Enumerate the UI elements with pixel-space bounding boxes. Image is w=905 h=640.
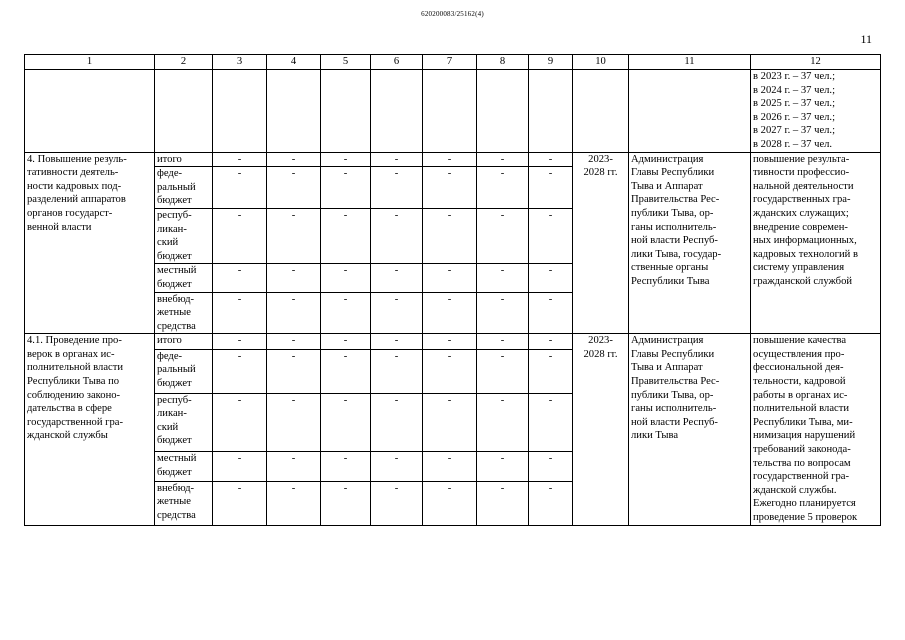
text-line: 4.1. Проведение про- — [27, 335, 122, 347]
amount-cell: - — [371, 292, 423, 334]
text-line: ной власти Респуб- — [631, 416, 718, 428]
text-line: Правительства Рес- — [631, 376, 720, 388]
amount-cell: - — [477, 264, 529, 292]
amount-cell: - — [213, 292, 267, 334]
text-line: ганы исполнитель- — [631, 403, 717, 415]
text-line: соблюдению законо- — [27, 389, 121, 401]
text-line: бюджет — [157, 377, 192, 389]
text-line: повышение результа- — [753, 153, 850, 165]
column-header-8: 8 — [477, 55, 529, 70]
amount-cell: - — [477, 481, 529, 525]
column-header-12: 12 — [751, 55, 881, 70]
text-line: ликан- — [157, 408, 187, 420]
text-line: повышение качества — [753, 335, 847, 347]
empty-cell — [529, 70, 573, 153]
amount-cell: - — [213, 481, 267, 525]
text-line: итого — [157, 153, 182, 165]
text-line: 2023- — [588, 335, 613, 347]
amount-cell: - — [267, 451, 321, 481]
column-header-11: 11 — [629, 55, 751, 70]
amount-cell: - — [321, 349, 371, 393]
funding-source-cell — [155, 167, 213, 209]
amount-cell: - — [371, 349, 423, 393]
text-line: государственной гра- — [27, 416, 124, 428]
amount-cell: - — [423, 167, 477, 209]
text-line: тивности профессио- — [753, 167, 850, 179]
amount-cell: - — [213, 264, 267, 292]
amount-cell: - — [477, 393, 529, 451]
amount-cell: - — [529, 264, 573, 292]
text-line: полнительной власти — [27, 362, 124, 374]
amount-cell: - — [213, 451, 267, 481]
column-header-7: 7 — [423, 55, 477, 70]
executors-cell — [629, 152, 751, 334]
amount-cell: - — [213, 167, 267, 209]
text-line: ский — [157, 237, 179, 249]
text-line: полнительной власти — [753, 403, 850, 415]
text-line: фессиональной дея- — [753, 362, 844, 374]
text-line: бюджет — [157, 466, 192, 478]
empty-cell — [25, 70, 155, 153]
result-cell — [751, 334, 881, 525]
empty-cell — [629, 70, 751, 153]
amount-cell: - — [267, 481, 321, 525]
column-header-row — [25, 55, 881, 70]
amount-cell: - — [371, 481, 423, 525]
text-line: в 2028 г. – 37 чел. — [753, 138, 833, 150]
amount-cell: - — [213, 393, 267, 451]
text-line: Главы Республики — [631, 348, 715, 360]
text-line: разделений аппаратов — [27, 194, 126, 206]
text-line: тельности, кадровой — [753, 376, 846, 388]
text-line: внебюд- — [157, 482, 195, 494]
amount-cell: - — [477, 349, 529, 393]
column-header-4: 4 — [267, 55, 321, 70]
funding-source-cell — [155, 481, 213, 525]
text-line: проведение 5 проверок — [753, 512, 858, 523]
text-line: работы в органах ис- — [753, 389, 848, 401]
amount-cell: - — [423, 481, 477, 525]
text-line: бюджет — [157, 250, 192, 262]
result-cell — [751, 152, 881, 334]
text-line: Республики Тыва по — [27, 376, 120, 388]
empty-cell — [321, 70, 371, 153]
amount-cell: - — [423, 208, 477, 263]
amount-cell: - — [321, 152, 371, 167]
amount-cell: - — [423, 334, 477, 349]
text-line: осуществления про- — [753, 348, 845, 360]
text-line: ральный — [157, 364, 196, 376]
text-line: феде- — [157, 168, 183, 180]
column-header-10: 10 — [573, 55, 629, 70]
text-line: органов государст- — [27, 207, 113, 219]
funding-source-cell — [155, 152, 213, 167]
amount-cell: - — [477, 208, 529, 263]
funding-source-cell — [155, 264, 213, 292]
text-line: лики Тыва, государ- — [631, 248, 722, 260]
funding-source-cell — [155, 208, 213, 263]
column-header-3: 3 — [213, 55, 267, 70]
amount-cell: - — [371, 167, 423, 209]
text-line: Администрация — [631, 153, 704, 165]
text-line: в 2026 г. – 37 чел.; — [753, 111, 836, 123]
amount-cell: - — [529, 208, 573, 263]
amount-cell: - — [321, 334, 371, 349]
funding-source-cell — [155, 451, 213, 481]
amount-cell: - — [477, 451, 529, 481]
text-line: Правительства Рес- — [631, 194, 720, 206]
amount-cell: - — [529, 349, 573, 393]
amount-cell: - — [529, 451, 573, 481]
amount-cell: - — [267, 349, 321, 393]
text-line: респуб- — [157, 209, 192, 221]
text-line: местный — [157, 265, 197, 277]
amount-cell: - — [213, 152, 267, 167]
text-line: государственной гра- — [753, 471, 850, 483]
text-line: ральный — [157, 181, 196, 193]
text-line: ности кадровых под- — [27, 180, 122, 192]
text-line: ганы исполнитель- — [631, 221, 717, 233]
amount-cell: - — [529, 481, 573, 525]
text-line: ликан- — [157, 223, 187, 235]
funding-source-cell — [155, 292, 213, 334]
text-line: жданской службы. — [753, 484, 837, 496]
text-line: Администрация — [631, 335, 704, 347]
amount-cell: - — [423, 393, 477, 451]
amount-cell: - — [423, 451, 477, 481]
funding-source-cell — [155, 349, 213, 393]
funding-row — [25, 334, 881, 349]
executors-cell — [629, 334, 751, 525]
text-line: ных информационных, — [753, 235, 857, 247]
amount-cell: - — [321, 292, 371, 334]
page-number: 11 — [860, 32, 872, 46]
amount-cell: - — [529, 393, 573, 451]
empty-cell — [155, 70, 213, 153]
text-line: жданской службы — [27, 430, 108, 442]
text-line: венной власти — [27, 221, 92, 233]
text-line: в 2025 г. – 37 чел.; — [753, 98, 836, 110]
period-cell — [573, 152, 629, 334]
amount-cell: - — [477, 292, 529, 334]
empty-cell — [213, 70, 267, 153]
amount-cell: - — [213, 349, 267, 393]
empty-cell — [371, 70, 423, 153]
amount-cell: - — [267, 152, 321, 167]
text-line: жетные — [157, 496, 192, 508]
text-line: кадровых технологий в — [753, 248, 858, 260]
text-line: ной власти Респуб- — [631, 235, 718, 247]
amount-cell: - — [267, 167, 321, 209]
text-line: в 2027 г. – 37 чел.; — [753, 125, 836, 137]
text-line: 4. Повышение резуль- — [27, 153, 127, 165]
text-line: 2028 гг. — [583, 167, 618, 179]
text-line: нимизация нарушений — [753, 430, 856, 442]
empty-cell — [423, 70, 477, 153]
text-line: 2028 гг. — [583, 348, 618, 360]
column-header-2: 2 — [155, 55, 213, 70]
text-line: Республики Тыва — [631, 275, 710, 287]
text-line: ский — [157, 421, 179, 433]
text-line: жетные — [157, 307, 192, 319]
amount-cell: - — [267, 208, 321, 263]
amount-cell: - — [213, 208, 267, 263]
amount-cell: - — [321, 208, 371, 263]
text-line: тативности деятель- — [27, 167, 119, 179]
text-line: в 2023 г. – 37 чел.; — [753, 71, 836, 82]
empty-cell — [573, 70, 629, 153]
column-header-1: 1 — [25, 55, 155, 70]
text-line: жданских служащих; — [753, 207, 849, 219]
text-line: итого — [157, 335, 182, 347]
text-line: местный — [157, 452, 197, 464]
text-line: Ежегодно планируется — [753, 498, 856, 510]
text-line: гражданской службой — [753, 275, 853, 287]
amount-cell: - — [371, 264, 423, 292]
amount-cell: - — [423, 264, 477, 292]
empty-cell — [267, 70, 321, 153]
amount-cell: - — [371, 393, 423, 451]
column-header-9: 9 — [529, 55, 573, 70]
amount-cell: - — [213, 334, 267, 349]
amount-cell: - — [321, 167, 371, 209]
period-cell — [573, 334, 629, 525]
text-line: Главы Республики — [631, 167, 715, 179]
amount-cell: - — [267, 334, 321, 349]
amount-cell: - — [423, 292, 477, 334]
text-line: Тыва и Аппарат — [631, 180, 703, 192]
text-line: бюджет — [157, 195, 192, 207]
text-line: ственные органы — [631, 262, 709, 274]
amount-cell: - — [321, 481, 371, 525]
document-code: 620200083/25162(4) — [421, 10, 484, 18]
amount-cell: - — [321, 264, 371, 292]
amount-cell: - — [529, 334, 573, 349]
text-line: дательства в сфере — [27, 403, 112, 415]
empty-cell — [477, 70, 529, 153]
text-line: систему управления — [753, 262, 845, 274]
funding-row — [25, 152, 881, 167]
amount-cell: - — [371, 451, 423, 481]
column-header-5: 5 — [321, 55, 371, 70]
column-header-6: 6 — [371, 55, 423, 70]
text-line: Республики Тыва, ми- — [753, 416, 853, 428]
amount-cell: - — [321, 451, 371, 481]
amount-cell: - — [267, 292, 321, 334]
funding-source-cell — [155, 393, 213, 451]
amount-cell: - — [477, 152, 529, 167]
text-line: лики Тыва — [631, 430, 679, 442]
text-line: внебюд- — [157, 293, 195, 305]
amount-cell: - — [321, 393, 371, 451]
text-line: публики Тыва, ор- — [631, 207, 714, 219]
measure-name-cell — [25, 152, 155, 334]
continuation-result-cell — [751, 70, 881, 153]
amount-cell: - — [423, 152, 477, 167]
amount-cell: - — [477, 334, 529, 349]
continuation-row — [25, 70, 881, 153]
text-line: средства — [157, 509, 196, 521]
text-line: нальной деятельности — [753, 180, 854, 192]
text-line: бюджет — [157, 278, 192, 290]
amount-cell: - — [371, 152, 423, 167]
amount-cell: - — [529, 167, 573, 209]
measure-name-cell — [25, 334, 155, 525]
text-line: Тыва и Аппарат — [631, 362, 703, 374]
program-table — [24, 54, 881, 526]
text-line: требований законода- — [753, 444, 851, 456]
amount-cell: - — [371, 334, 423, 349]
amount-cell: - — [267, 393, 321, 451]
text-line: бюджет — [157, 435, 192, 447]
text-line: тельства по вопросам — [753, 457, 851, 469]
text-line: внедрение современ- — [753, 221, 848, 233]
amount-cell: - — [423, 349, 477, 393]
text-line: публики Тыва, ор- — [631, 389, 714, 401]
funding-source-cell — [155, 334, 213, 349]
text-line: в 2024 г. – 37 чел.; — [753, 84, 836, 96]
text-line: феде- — [157, 350, 183, 362]
text-line: верок в органах ис- — [27, 348, 115, 360]
amount-cell: - — [529, 152, 573, 167]
text-line: респуб- — [157, 394, 192, 406]
amount-cell: - — [477, 167, 529, 209]
text-line: государственных гра- — [753, 194, 851, 206]
amount-cell: - — [371, 208, 423, 263]
text-line: 2023- — [588, 153, 613, 165]
amount-cell: - — [267, 264, 321, 292]
text-line: средства — [157, 320, 196, 332]
amount-cell: - — [529, 292, 573, 334]
